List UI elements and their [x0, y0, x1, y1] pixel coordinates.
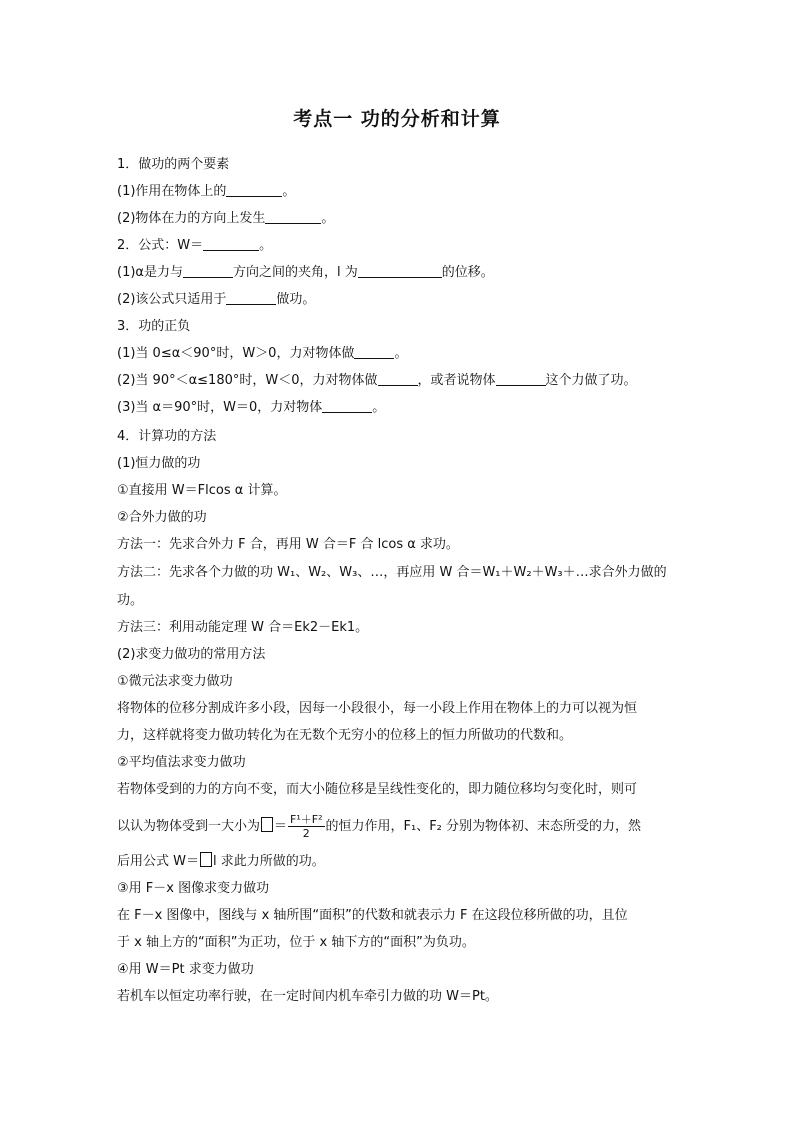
fill-blank: [226, 182, 282, 197]
item-3b: (2)当 90°＜α≤180°时，W＜0，力对物体做 ，或者说物体 这个力做了功。: [117, 373, 637, 388]
item-1-heading: 1．做功的两个要素: [117, 157, 230, 172]
fill-blank: [378, 371, 418, 386]
variable-4-heading: ④用 W＝Pt 求变力做功: [117, 962, 254, 977]
page-title: 考点一 功的分析和计算: [293, 108, 501, 130]
variable-2-line-2: 以认为物体受到一大小为 ＝ $\frac{\text{F¹＋F²}}{2}$ 的恒力作用，F₁、F₂ 分别为物体初、末态所受的力，然: [117, 813, 642, 840]
variable-3-line-2: 于 x 轴上方的“面积”为正功，位于 x 轴下方的“面积”为负功。: [117, 935, 475, 950]
item-2-heading: 2．公式：W＝ 。: [117, 238, 273, 253]
item-1b: (2)物体在力的方向上发生 。: [117, 211, 335, 226]
item-2b: (2)该公式只适用于 做功。: [117, 292, 316, 307]
fill-blank: [265, 209, 321, 224]
variable-4-line-1: 若机车以恒定功率行驶，在一定时间内机车牵引力做的功 W＝Pt。: [117, 989, 498, 1004]
variable-2-heading: ②平均值法求变力做功: [117, 755, 246, 770]
average-force-fraction: $\frac{\text{F¹＋F²}}{2}$: [290, 813, 323, 840]
item-3-heading: 3．功的正负: [117, 319, 191, 334]
item-1a: (1)作用在物体上的 。: [117, 184, 296, 199]
item-4b: (2)求变力做功的常用方法: [117, 647, 266, 662]
method-1: 方法一：先求合外力 F 合，再用 W 合＝F 合 lcos α 求功。: [117, 537, 459, 552]
fill-blank: [226, 290, 276, 305]
variable-2-line-1: 若物体受到的力的方向不变，而大小随位移是呈线性变化的，即力随位移均匀变化时，则可: [117, 782, 638, 797]
method-3: 方法三：利用动能定理 W 合＝Ek2－Ek1。: [117, 620, 369, 635]
variable-2-line-3: 后用公式 W＝ l 求此力所做的功。: [117, 854, 325, 869]
item-4a: (1)恒力做的功: [117, 456, 201, 471]
average-force-box: [261, 817, 273, 832]
fill-blank: [183, 263, 233, 278]
item-3c: (3)当 α＝90°时，W＝0，力对物体 。: [117, 400, 386, 415]
average-force-box: [200, 852, 212, 867]
method-2-line-2: 功。: [117, 593, 144, 608]
item-2a: (1)α是力与 方向之间的夹角，l 为 的位移。: [117, 265, 494, 280]
fill-blank: [496, 371, 546, 386]
variable-1-line-1: 将物体的位移分割成许多小段，因每一小段很小，每一小段上作用在物体上的力可以视为恒: [117, 701, 638, 716]
method-2-line-1: 方法二：先求各个力做的功 W₁、W₂、W₃、…，再应用 W 合＝W₁＋W₂＋W₃＋…求合外力做的: [117, 565, 667, 580]
variable-3-heading: ③用 F－x 图像求变力做功: [117, 881, 270, 896]
variable-3-line-1: 在 F－x 图像中，图线与 x 轴所围“面积”的代数和就表示力 F 在这段位移所做的功，且位: [117, 908, 628, 923]
variable-1-line-2: 力，这样就将变力做功转化为在无数个无穷小的位移上的恒力所做功的代数和。: [117, 728, 573, 743]
item-4a-1: ①直接用 W＝Flcos α 计算。: [117, 483, 287, 498]
item-4-heading: 4．计算功的方法: [117, 429, 217, 444]
item-3a: (1)当 0≤α＜90°时，W＞0，力对物体做 。: [117, 346, 408, 361]
fill-blank: [354, 344, 394, 359]
fill-blank: [203, 236, 259, 251]
fill-blank: [322, 398, 372, 413]
item-4a-2: ②合外力做的功: [117, 510, 207, 525]
variable-1-heading: ①微元法求变力做功: [117, 674, 233, 689]
fill-blank: [358, 263, 442, 278]
